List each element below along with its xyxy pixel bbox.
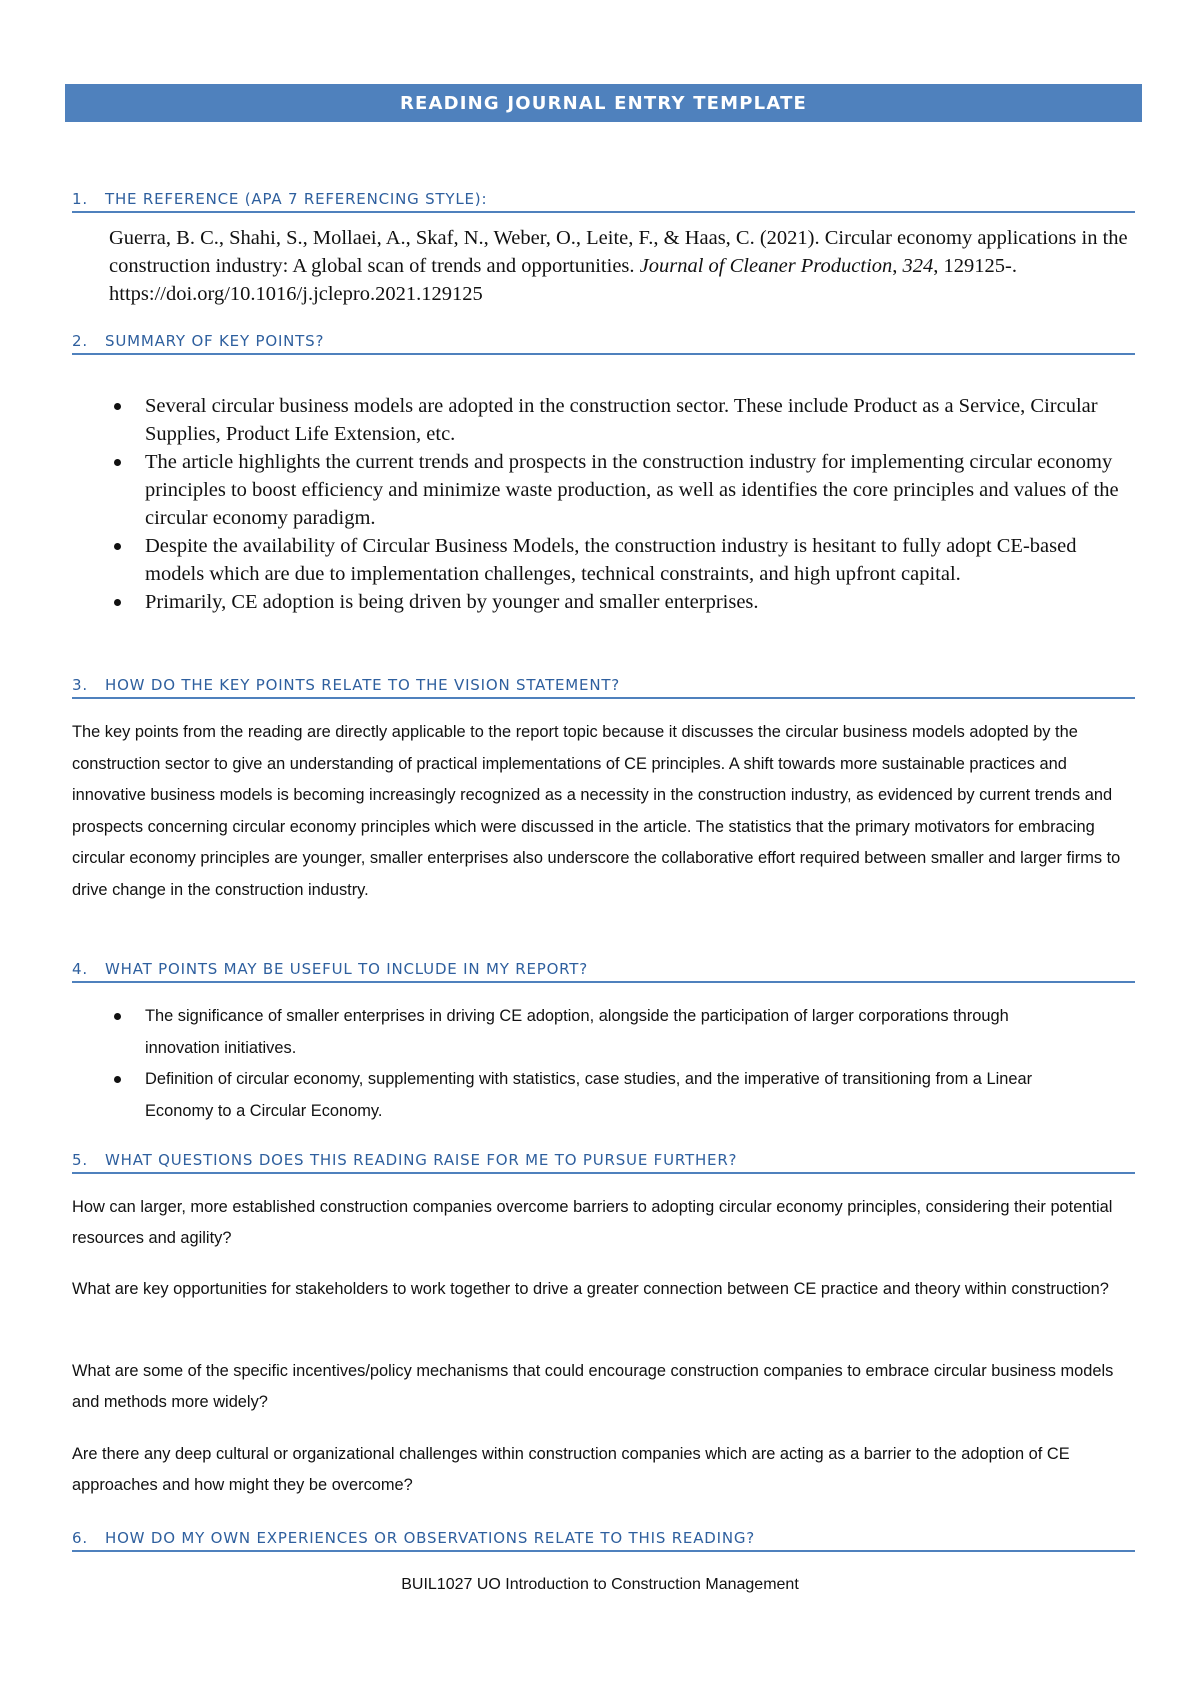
section-number: 4. xyxy=(72,960,88,978)
report-points-list xyxy=(112,1001,1072,1127)
question-item: Are there any deep cultural or organizational challenges within construction companies which are acting as a barrier to the adoption of CE approaches and how might they be overcome? xyxy=(72,1445,1070,1494)
section-number: 5. xyxy=(72,1151,88,1169)
section-heading-report-points xyxy=(72,960,1135,983)
section-number: 1. xyxy=(72,190,88,208)
reference-authors-title: Guerra, B. C., Shahi, S., Mollaei, A., Skaf, N., Weber, O., Leite, F., & Haas, C. (2021). Circular economy applications in the construction industry: A global scan of trends and opportunities. xyxy=(109,227,1128,277)
summary-point: Despite the availability of Circular Business Models, the construction industry is hesitant to fully adopt CE-based models which are due to implementation challenges, technical constraints, and high upfront capital. xyxy=(112,532,1132,588)
section-number: 3. xyxy=(72,676,88,694)
reference-citation: Guerra, B. C., Shahi, S., Mollaei, A., Skaf, N., Weber, O., Leite, F., & Haas, C. (2021). Circular economy applications in the construction industry: A global scan of trends and opportunities. Journal of Cleaner Production, 324, 129125-. https://doi.org/10.1016/j.jclepro.2021.129125 xyxy=(109,227,1128,305)
question-item: What are some of the specific incentives/policy mechanisms that could encourage construction companies to embrace circular business models and methods more widely? xyxy=(72,1362,1114,1411)
section-heading-summary xyxy=(72,332,1135,355)
vision-relation-paragraph: The key points from the reading are directly applicable to the report topic because it discusses the circular business models adopted by the construction sector to give an understanding of practical implementations of CE principles. A shift towards more sustainable practices and innovative business models is becoming increasingly recognized as a necessity in the construction industry, as evidenced by current trends and prospects concerning circular economy principles which were discussed in the article. The statistics that the primary motivators for embracing circular economy principles are younger, smaller enterprises also underscore the collaborative effort required between smaller and larger firms to drive change in the construction industry. xyxy=(72,723,1121,899)
question-item: What are key opportunities for stakeholders to work together to drive a greater connection between CE practice and theory within construction? xyxy=(72,1280,1109,1298)
section-title: SUMMARY OF KEY POINTS? xyxy=(105,332,325,350)
reference-pages-doi: , 129125-. https://doi.org/10.1016/j.jclepro.2021.129125 xyxy=(109,255,1017,305)
section-heading-vision xyxy=(72,676,1135,699)
page-footer: BUIL1027 UO Introduction to Construction Management xyxy=(401,1576,799,1593)
section-title: THE REFERENCE (APA 7 REFERENCING STYLE): xyxy=(105,190,488,208)
section-heading-reference xyxy=(72,190,1135,213)
question-item: How can larger, more established construction companies overcome barriers to adopting circular economy principles, considering their potential resources and agility? xyxy=(72,1198,1113,1247)
report-point: Definition of circular economy, supplementing with statistics, case studies, and the imperative of transitioning from a Linear Economy to a Circular Economy. xyxy=(112,1064,1072,1127)
summary-point: Several circular business models are adopted in the construction sector. These include Product as a Service, Circular Supplies, Product Life Extension, etc. xyxy=(112,392,1132,448)
section-title: WHAT QUESTIONS DOES THIS READING RAISE FOR ME TO PURSUE FURTHER? xyxy=(105,1151,738,1169)
section-number: 6. xyxy=(72,1529,88,1547)
section-heading-questions xyxy=(72,1151,1135,1174)
section-title: HOW DO MY OWN EXPERIENCES OR OBSERVATIONS RELATE TO THIS READING? xyxy=(105,1529,756,1547)
section-heading-experiences xyxy=(72,1529,1135,1552)
reference-volume: 324 xyxy=(902,255,934,277)
report-point: The significance of smaller enterprises in driving CE adoption, alongside the participation of larger corporations through innovation initiatives. xyxy=(112,1001,1072,1064)
section-title: HOW DO THE KEY POINTS RELATE TO THE VISION STATEMENT? xyxy=(105,676,621,694)
template-title-banner: READING JOURNAL ENTRY TEMPLATE xyxy=(65,84,1142,122)
reference-journal: Journal of Cleaner Production xyxy=(639,255,893,277)
section-title: WHAT POINTS MAY BE USEFUL TO INCLUDE IN MY REPORT? xyxy=(105,960,589,978)
summary-point: The article highlights the current trends and prospects in the construction industry for implementing circular economy principles to boost efficiency and minimize waste production, as well as identifies the core principles and values of the circular economy paradigm. xyxy=(112,448,1132,532)
section-number: 2. xyxy=(72,332,88,350)
summary-points-list xyxy=(112,392,1132,616)
summary-point: Primarily, CE adoption is being driven by younger and smaller enterprises. xyxy=(112,588,1132,616)
